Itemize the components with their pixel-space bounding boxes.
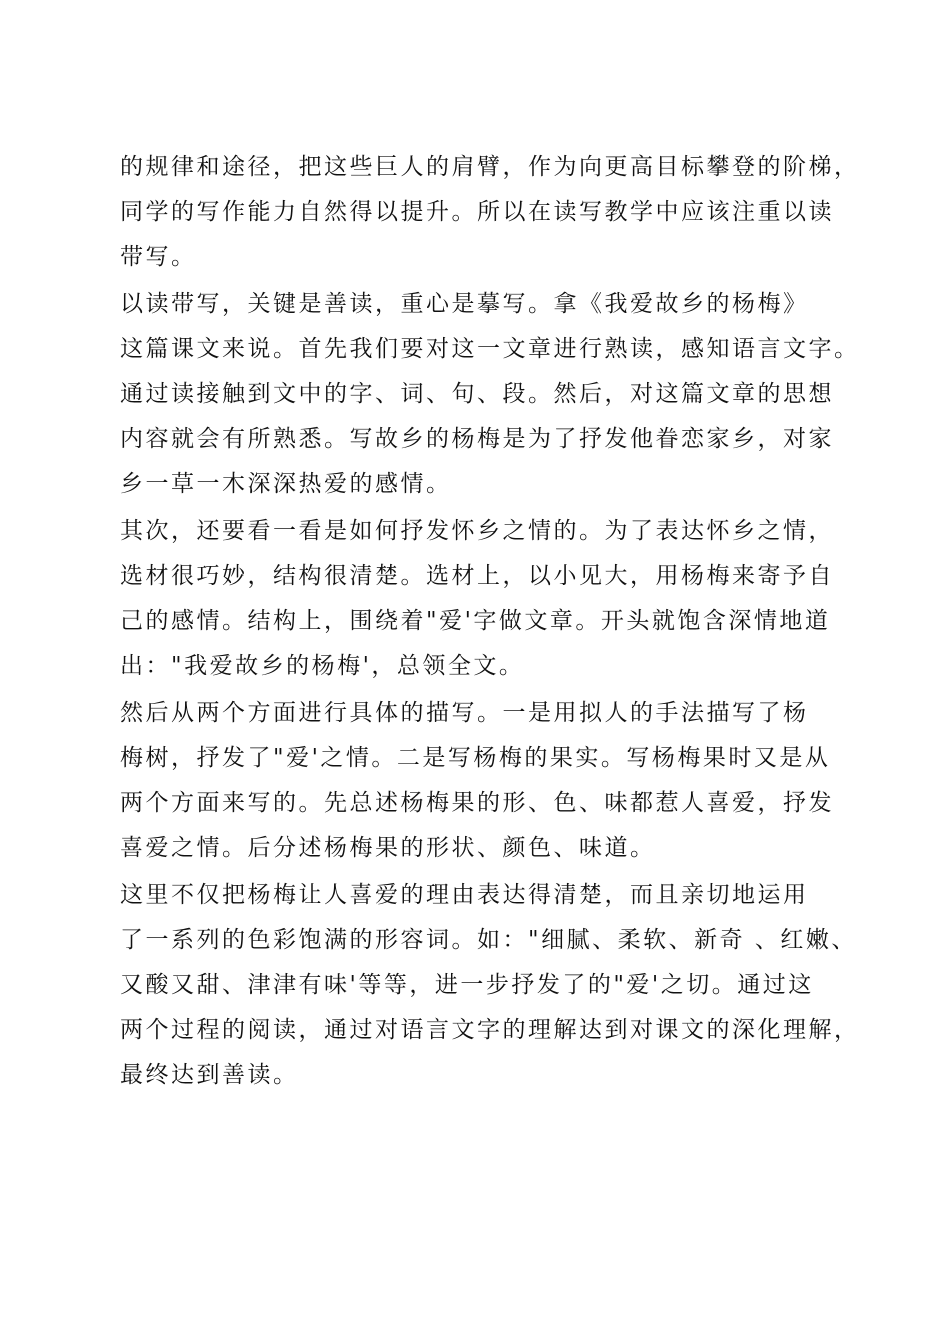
text-line: 乡一草一木深深热爱的感情。: [120, 471, 452, 497]
text-line: 出："我爱故乡的杨梅'，总领全文。: [120, 653, 525, 679]
text-line: 然后从两个方面进行具体的描写。一是用拟人的手法描写了杨: [120, 700, 809, 726]
text-line: 己的感情。结构上，围绕着"爱'字做文章。开头就饱含深情地道: [120, 608, 831, 634]
text-line: 喜爱之情。后分述杨梅果的形状、颜色、味道。: [120, 835, 656, 861]
text-line: 选材很巧妙，结构很清楚。选材上，以小见大，用杨梅来寄予自: [120, 563, 834, 589]
text-line: 内容就会有所熟悉。写故乡的杨梅是为了抒发他眷恋家乡，对家: [120, 426, 834, 452]
text-line: 通过读接触到文中的字、词、句、段。然后，对这篇文章的思想: [120, 381, 834, 407]
text-line: 又酸又甜、津津有味'等等，进一步抒发了的"爱'之切。通过这: [120, 972, 814, 998]
text-line: 这篇课文来说。首先我们要对这一文章进行熟读，感知语言文字。: [120, 336, 860, 362]
text-line: 了一系列的色彩饱满的形容词。如："细腻、柔软、新奇 、红嫩、: [120, 927, 857, 953]
text-line: 以读带写，关键是善读，重心是摹写。拿《我爱故乡的杨梅》: [120, 291, 809, 317]
text-line: 同学的写作能力自然得以提升。所以在读写教学中应该注重以读: [120, 199, 834, 225]
text-line: 最终达到善读。: [120, 1062, 299, 1088]
text-line: 两个方面来写的。先总述杨梅果的形、色、味都惹人喜爱，抒发: [120, 790, 834, 816]
text-line: 梅树，抒发了"爱'之情。二是写杨梅的果实。写杨梅果时又是从: [120, 745, 831, 771]
paragraph-1: [120, 145, 860, 280]
text-line: 带写。: [120, 244, 197, 270]
paragraph-2: [120, 282, 860, 507]
document-body: [120, 145, 860, 1100]
text-line: 这里不仅把杨梅让人喜爱的理由表达得清楚，而且亲切地运用: [120, 882, 809, 908]
text-line: 的规律和途径，把这些巨人的肩臂，作为向更高目标攀登的阶梯，: [120, 154, 860, 180]
text-line: 两个过程的阅读，通过对语言文字的理解达到对课文的深化理解，: [120, 1017, 860, 1043]
paragraph-3: [120, 509, 840, 689]
text-line: 其次，还要看一看是如何抒发怀乡之情的。为了表达怀乡之情，: [120, 518, 834, 544]
paragraph-5: [120, 873, 860, 1098]
paragraph-4: [120, 691, 840, 871]
